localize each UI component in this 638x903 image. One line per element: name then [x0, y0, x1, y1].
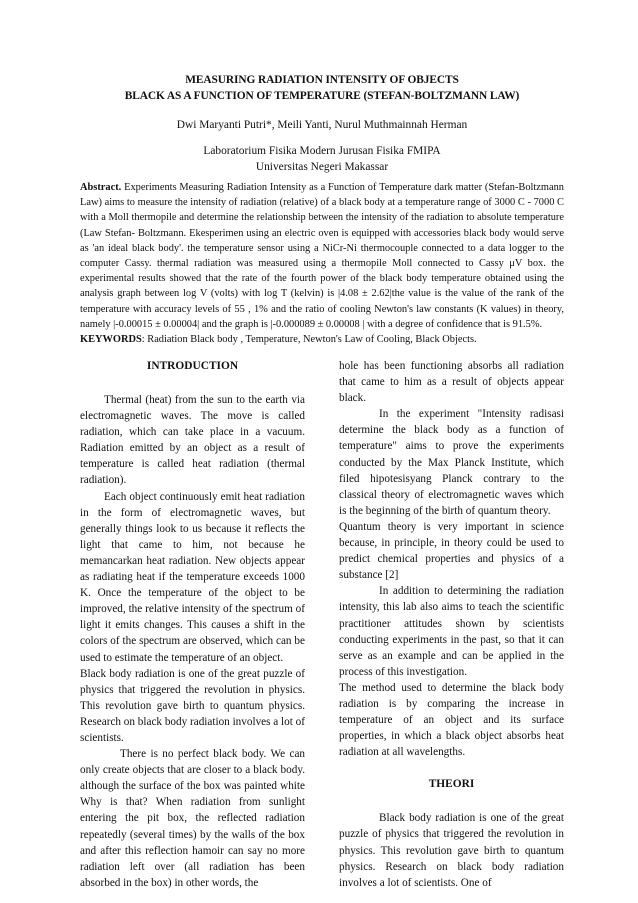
paper-title-line-2: BLACK AS A FUNCTION OF TEMPERATURE (STEFAN-BOLTZMANN LAW): [124, 90, 520, 102]
keywords-label: KEYWORDS: [80, 334, 142, 346]
left-column: [80, 358, 305, 891]
paper-header: [80, 72, 564, 175]
intro-paragraph-5: hole has been functioning absorbs all radiation that came to him as a result of objects appear black.: [339, 360, 564, 405]
intro-paragraph-6: In the experiment "Intensity radisasi determine the black body as a function of temperature" aims to prove the experiments conducted by the Max Planck Institute, which filed hipotesisyang Planck contrary to the classical theory of electromagnetic waves which is the beginning of the birth of quantum theory.: [339, 408, 564, 517]
section-title-introduction: INTRODUCTION: [146, 360, 239, 372]
intro-paragraph-4: There is no perfect black body. We can only create objects that are closer to a black body. although the surface of the box was painted white Why is that? When radiation from sunlight entering the pit box, the reflected radiation repeatedly (several times) by the walls of the box and after this reflection hamoir can say no more radiation left over (all radiation has been absorbed in the box) in other words, the: [80, 748, 305, 889]
abstract-text: Experiments Measuring Radiation Intensity as a Function of Temperature dark matter (Stefan-Boltzmann Law) aims to measure the intensity of radiation (relative) of a black body at a temperature range of 3000 C - 7000 C with a Moll thermopile and determine the relationship between the intensity of the radiation to absolute temperature (Law Stefan- Boltzmann. Ekesperimen using an electric oven is equipped with accessories black body would serve as 'an ideal black body'. the temperature sensor using a NiCr-Ni thermocouple connected to a data logger to the computer Cassy. thermal radiation was measured using a thermopile Moll connected to Cassy μV box. the experimental results showed that the rate of the fourth power of the black body temperature obtained using the analysis graph between log V (volts) with log T (kelvin) is |4.08 ± 2.62|the value is the value of the rank of the temperature with accuracy levels of 55 , 1% and the ratio of cooling Newton's law constants (K values) in theory, namely |-0.00015 ± 0.00004| and the graph is |-0.000089 ± 0.00008 | with a degree of confidence that is 91.5%.: [80, 182, 564, 330]
intro-paragraph-7: Quantum theory is very important in science because, in principle, in theory could be used to predict chemical properties and physics of a substance [2]: [339, 520, 564, 582]
intro-paragraph-2: Each object continuously emit heat radiation in the form of electromagnetic waves, but generally things look to us because it reflects the light that came to him, not because he memancarkan heat radiation. New objects appear as radiating heat if the temperature exceeds 1000 K. Once the temperature of the object to be improved, the relative intensity of the spectrum of light it emits changes. This causes a shift in the colors of the spectrum are observed, which can be used to estimate the temperature of an object.: [80, 490, 305, 664]
intro-paragraph-9: The method used to determine the black body radiation is by comparing the increase in temperature of an object and its surface properties, in which a black object absorbs heat radiation at all wavelengths.: [339, 681, 564, 759]
intro-paragraph-8: In addition to determining the radiation intensity, this lab also aims to teach the scientific practitioner attitudes shown by scientists conducting experiments in the past, so that it can serve as an example and can be applied in the process of this investigation.: [339, 585, 564, 678]
section-title-theory: THEORI: [428, 778, 475, 791]
affiliation-line-1: Laboratorium Fisika Modern Jurusan Fisika FMIPA: [203, 145, 441, 157]
intro-paragraph-1: Thermal (heat) from the sun to the earth via electromagnetic waves. The move is called radiation, which can take place in a vacuum. Radiation emitted by an object as a result of temperature is called heat radiation (thermal radiation).: [80, 394, 305, 487]
abstract-label: Abstract.: [80, 182, 122, 193]
author-list: Dwi Maryanti Putri*, Meili Yanti, Nurul Muthmainnah Herman: [176, 119, 468, 131]
paper-title-line-1: MEASURING RADIATION INTENSITY OF OBJECTS: [185, 74, 459, 86]
keywords-paragraph: [80, 332, 564, 347]
right-column: [339, 358, 564, 891]
affiliation-line-2: Universitas Negeri Makassar: [255, 161, 389, 173]
theory-paragraph-1: Black body radiation is one of the great puzzle of physics that triggered the revolution in physics. This revolution gave birth to quantum physics. Research on black body radiation involves a lot of scientists. One of: [339, 812, 564, 889]
abstract-paragraph: [80, 180, 564, 332]
keywords-text: : Radiation Black body , Temperature, Newton's Law of Cooling, Black Objects.: [141, 334, 477, 346]
intro-paragraph-3: Black body radiation is one of the great puzzle of physics that triggered the revolution in physics. This revolution gave birth to quantum physics. Research on black body radiation involves a lot of scientists.: [80, 667, 305, 744]
abstract-block: [80, 180, 564, 347]
